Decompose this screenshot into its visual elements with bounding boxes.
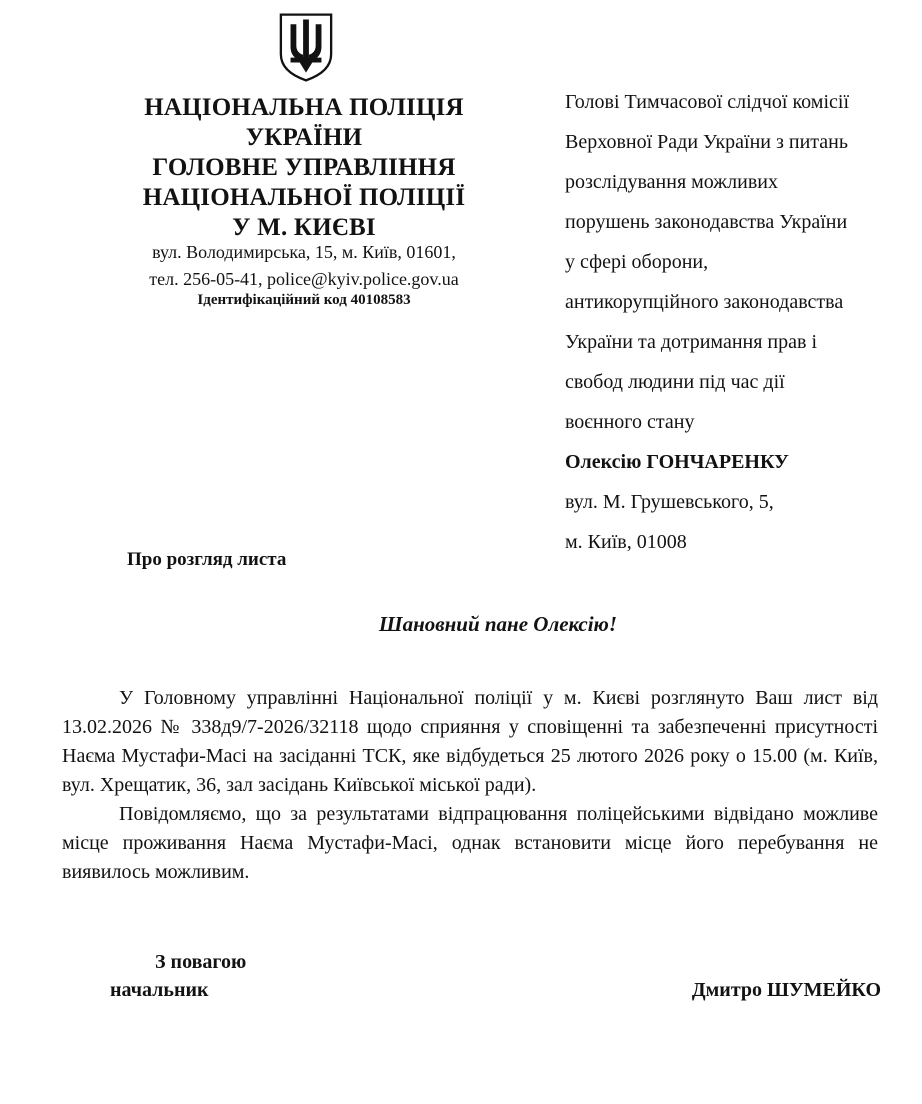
closing-phrase: З повагою	[155, 951, 247, 973]
sender-org-name-line: ГОЛОВНЕ УПРАВЛІННЯ	[152, 154, 456, 181]
signer-name: Дмитро ШУМЕЙКО	[691, 979, 881, 1001]
recipient-address-line: вул. М. Грушевського, 5,	[565, 491, 774, 513]
recipient-line: воєнного стану	[565, 411, 695, 433]
recipient-line: розслідування можливих	[565, 171, 778, 193]
signature-block	[62, 948, 881, 1004]
recipient-line: порушень законодавства України	[565, 211, 848, 233]
recipient-line: України та дотримання прав і	[565, 331, 818, 353]
sender-id-code: Ідентифікаційний код 40108583	[197, 292, 411, 308]
sender-contact-line: тел. 256-05-41, police@kyiv.police.gov.ua	[149, 268, 459, 289]
signer-title: начальник	[110, 979, 209, 1001]
sender-org-name-line: У М. КИЄВІ	[232, 214, 376, 241]
recipient-address-line: м. Київ, 01008	[565, 531, 687, 553]
body-paragraph: Повідомляємо, що за результатами відпрацювання поліцейськими відвідано можливе місце проживання Наєма Мустафи-Масі, однак встановити місце його перебування не виявилось можливим.	[62, 803, 878, 883]
ukraine-trident-emblem-icon	[277, 11, 335, 84]
body-paragraph: У Головному управлінні Національної поліції у м. Києві розглянуто Ваш лист від 13.02.2026 № 338д9/7-2026/32118 щодо сприяння у сповіщенні та забезпеченні присутності Наєма Мустафи-Масі на засіданні ТСК, яке відбудеться 25 лютого 2026 року о 15.00 (м. Київ, вул. Хрещатик, 36, зал засідань Київської міської ради).	[62, 687, 878, 796]
salutation: Шановний пане Олексію!	[378, 612, 618, 636]
sender-org-name-line: НАЦІОНАЛЬНА ПОЛІЦІЯ	[144, 94, 464, 121]
recipient-line: Голові Тимчасової слідчої комісії	[565, 91, 850, 113]
letter-subject: Про розгляд листа	[127, 549, 287, 570]
recipient-line: у сфері оборони,	[565, 251, 709, 273]
letter-body	[62, 684, 878, 887]
sender-org-name	[94, 93, 514, 243]
sender-org-name-line: УКРАЇНИ	[245, 124, 363, 151]
recipient-line: Верховної Ради України з питань	[565, 131, 848, 153]
sender-address-line: вул. Володимирська, 15, м. Київ, 01601,	[152, 242, 456, 262]
recipient-line: свобод людини під час дії	[565, 371, 785, 393]
sender-address	[94, 239, 514, 292]
recipient-name: Олексію ГОНЧАРЕНКУ	[565, 451, 789, 473]
sender-org-name-line: НАЦІОНАЛЬНОЇ ПОЛІЦІЇ	[142, 184, 466, 211]
recipient-block	[565, 82, 895, 562]
recipient-line: антикорупційного законодавства	[565, 291, 844, 313]
